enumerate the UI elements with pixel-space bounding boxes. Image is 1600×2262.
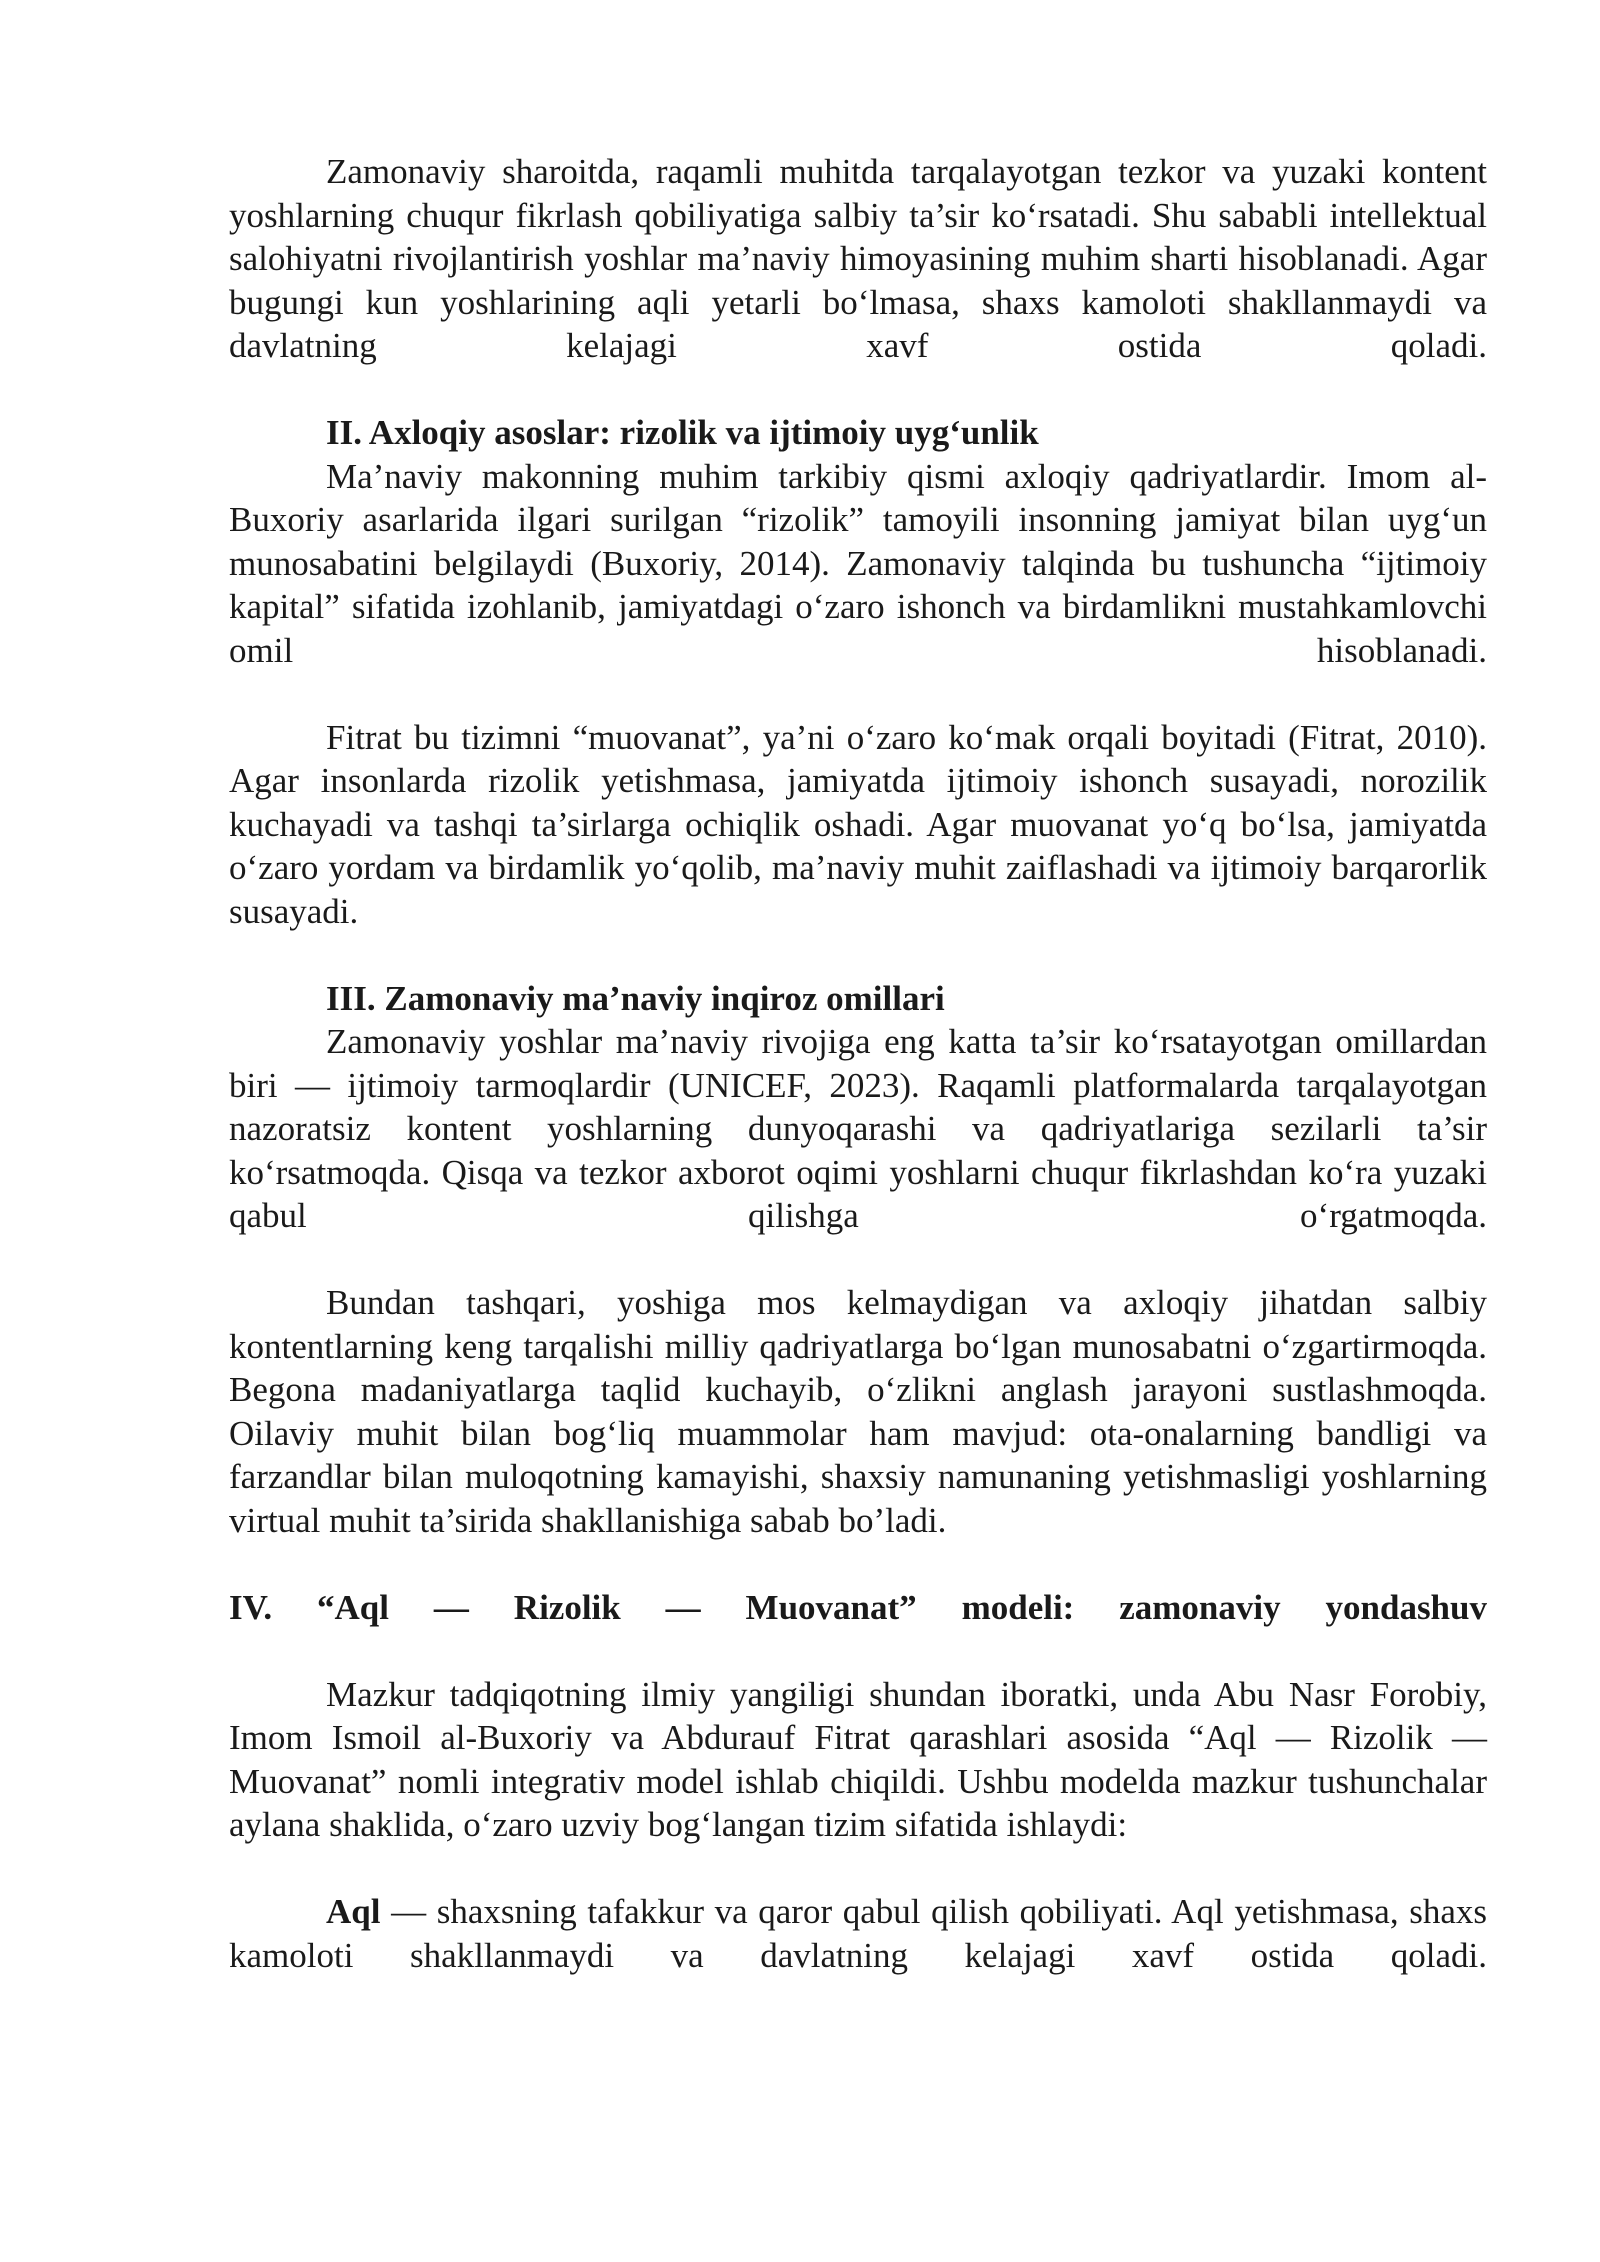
section-heading-ethics: II. Axloqiy asoslar: rizolik va ijtimoiy uyg‘unlik xyxy=(326,413,1039,452)
section-heading-crisis: III. Zamonaviy ma’naviy inqiroz omillari xyxy=(326,978,945,1018)
term-aql: Aql xyxy=(326,1892,381,1931)
paragraph-gap xyxy=(229,933,1487,977)
paragraph-gap xyxy=(229,368,1487,412)
paragraph-intellect: Zamonaviy sharoitda, raqamli muhitda tarqalayotgan tezkor va yuzaki kontent yoshlarning chuqur fikrlash qobiliyatiga salbiy ta’sir ko‘rsatadi. Shu sababli intellektual salohiyatni rivojlantirish yoshlar ma’naviy himoyasining muhim sharti hisoblanadi. Agar bugungi kun yoshlarining aqli yetarli bo‘lmasa, shaxs kamoloti shakllanmaydi va davlatning kelajagi xavf ostida qoladi. xyxy=(229,152,1487,365)
paragraph-content-impact: Bundan tashqari, yoshiga mos kelmaydigan va axloqiy jihatdan salbiy kontentlarning keng tarqalishi milliy qadriyatlarga bo‘lgan munosabatni o‘zgartirmoqda. Begona madaniyatlarga taqlid kuchayib, o‘zlikni anglash jarayoni sustlashmoqda. Oilaviy muhit bilan bog‘liq muammolar ham mavjud: ota-onalarning bandligi va farzandlar bilan muloqotning kamayishi, shaxsiy namunaning yetishmasligi yoshlarning virtual muhit ta’sirida shakllanishiga sabab bo’ladi. xyxy=(229,1283,1487,1540)
section-heading-model: IV. “Aql — Rizolik — Muovanat” modeli: zamonaviy yondashuv xyxy=(229,1587,1487,1627)
paragraph-gap xyxy=(229,1542,1487,1586)
paragraph-social-media: Zamonaviy yoshlar ma’naviy rivojiga eng katta ta’sir ko‘rsatayotgan omillardan biri — ijtimoiy tarmoqlardir (UNICEF, 2023). Raqamli platformalarda tarqalayotgan nazoratsiz kontent yoshlarning dunyoqarashi va qadriyatlariga sezilarli ta’sir ko‘rsatmoqda. Qisqa va tezkor axborot oqimi yoshlarni chuqur fikrlashdan ko‘ra yuzaki qabul qilishga o‘rgatmoqda. xyxy=(229,1022,1487,1235)
paragraph-aql-definition xyxy=(229,1890,1487,1977)
paragraph-muovanat: Fitrat bu tizimni “muovanat”, ya’ni o‘zaro ko‘mak orqali boyitadi (Fitrat, 2010). Agar insonlarda rizolik yetishmasa, jamiyatda ijtimoiy ishonch susayadi, norozilik kuchayadi va tashqi ta’sirlarga ochiqlik oshadi. Agar muovanat yo‘q bo‘lsa, jamiyatda o‘zaro yordam va birdamlik yo‘qolib, ma’naviy muhit zaiflashadi va ijtimoiy barqarorlik susayadi. xyxy=(229,717,1487,931)
paragraph-gap xyxy=(229,1629,1487,1673)
aql-definition-text: — shaxsning tafakkur va qaror qabul qilish qobiliyati. Aql yetishmasa, shaxs kamoloti shakllanmaydi va davlatning kelajagi xavf ostida qoladi. xyxy=(229,1892,1487,1975)
paragraph-gap xyxy=(229,1238,1487,1282)
document-page xyxy=(229,150,1487,1977)
paragraph-gap xyxy=(229,672,1487,716)
paragraph-model-intro: Mazkur tadqiqotning ilmiy yangiligi shundan iboratki, unda Abu Nasr Forobiy, Imom Ismoil al-Buxoriy va Abdurauf Fitrat qarashlari asosida “Aql — Rizolik — Muovanat” nomli integrativ model ishlab chiqildi. Ushbu modelda mazkur tushunchalar aylana shaklida, o‘zaro uzviy bog‘langan tizim sifatida ishlaydi: xyxy=(229,1674,1487,1844)
paragraph-gap xyxy=(229,1847,1487,1891)
paragraph-rizolik: Ma’naviy makonning muhim tarkibiy qismi axloqiy qadriyatlardir. Imom al-Buxoriy asarlarida ilgari surilgan “rizolik” tamoyili insonning jamiyat bilan uyg‘un munosabatini belgilaydi (Buxoriy, 2014). Zamonaviy talqinda bu tushuncha “ijtimoiy kapital” sifatida izohlanib, jamiyatdagi o‘zaro ishonch va birdamlikni mustahkamlovchi omil hisoblanadi. xyxy=(229,456,1487,670)
